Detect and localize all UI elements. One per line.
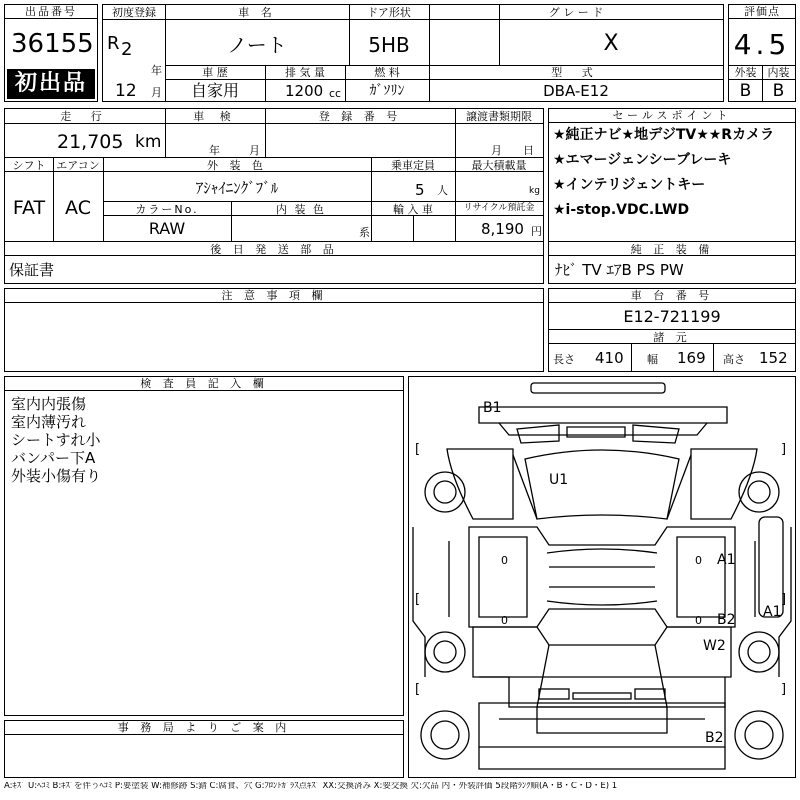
recycle-unit: 円: [531, 225, 542, 238]
displacement-label: 排 気 量: [285, 66, 325, 79]
inspector-note: 外装小傷有り: [11, 467, 102, 485]
bracket-mark: ]: [781, 682, 787, 697]
displacement-value: 1200: [285, 82, 324, 100]
score-box: [728, 4, 796, 102]
inspector-note: 室内薄汚れ: [11, 413, 87, 431]
bracket-mark: ]: [781, 592, 787, 607]
equipment-value: ﾅﾋﾞ TV ｴｱB PS PW: [555, 261, 684, 279]
equipment-label: 純 正 装 備: [630, 243, 714, 256]
height-value: 152: [759, 349, 788, 367]
ac-label: エアコン: [56, 159, 100, 172]
seats-unit: 人: [437, 184, 448, 197]
first-listing-badge: 初出品: [7, 69, 95, 99]
inspection-label: 車 検: [193, 110, 237, 123]
chassis-label: 車 台 番 号: [549, 289, 795, 303]
inspector-note: シートすれ小: [11, 431, 101, 449]
insp-month-unit: 月: [249, 144, 260, 157]
zero-mark: 0: [501, 554, 508, 567]
ext-score: B: [739, 81, 752, 101]
ext-label: 外装: [734, 66, 757, 79]
int-label: 内装: [767, 66, 790, 79]
name-label: 車 名: [238, 6, 276, 19]
sales-point: ★i-stop.VDC.LWD: [553, 202, 690, 218]
sales-points-box: [548, 108, 796, 284]
colorno-label: カラーNo.: [135, 203, 199, 216]
mileage-label: 走 行: [60, 110, 110, 123]
reg-label: 初度登録: [112, 6, 156, 19]
reg-year: 2: [121, 39, 133, 60]
model-value: DBA-E12: [543, 82, 609, 100]
damage-mark: A1: [717, 552, 736, 568]
reg-month: 12: [115, 81, 137, 101]
zero-mark: 0: [695, 554, 702, 567]
car-outline-diagram: [409, 377, 795, 777]
office-label: 事 務 局 よ り ご 案 内: [5, 721, 403, 735]
score-value: 4.5: [733, 28, 791, 61]
bracket-mark: [: [415, 442, 421, 457]
history-label: 車 歴: [202, 66, 228, 79]
car-name: ノート: [227, 33, 287, 57]
main-info-box: [102, 4, 724, 102]
transfer-month-unit: 月: [491, 144, 502, 157]
history-value: 自家用: [190, 81, 239, 100]
fuel-label: 燃 料: [374, 66, 400, 79]
inspector-note: 室内内張傷: [11, 395, 87, 413]
width-value: 169: [677, 349, 706, 367]
chassis-number: E12-721199: [623, 307, 721, 326]
mileage-value: 21,705: [57, 131, 124, 153]
sales-point: ★純正ナビ★地デジTV★★Rカメラ: [553, 127, 775, 143]
damage-mark: W2: [703, 638, 726, 654]
model-label: 型 式: [551, 66, 601, 79]
transfer-day-unit: 日: [523, 144, 534, 157]
shift-label: シフト: [12, 159, 46, 172]
chassis-box: [548, 288, 796, 372]
damage-mark: A1: [763, 604, 782, 620]
door-type: 5HB: [368, 33, 410, 57]
damage-mark: U1: [549, 472, 569, 488]
damage-mark: B2: [717, 612, 736, 628]
details-box: [4, 108, 544, 284]
recycle-value: 8,190: [481, 220, 524, 238]
reg-era: R: [107, 33, 120, 54]
recycle-label: リサイクル預託金: [463, 203, 535, 213]
transfer-label: 譲渡書類期限: [466, 110, 532, 123]
insp-year-unit: 年: [209, 144, 220, 157]
seats-label: 乗車定員: [391, 159, 435, 172]
lot-number: 36155: [11, 29, 94, 59]
bracket-mark: [: [415, 682, 421, 697]
later-parts-value: 保証書: [9, 261, 55, 279]
color-value: ｱｼｬｲﾆﾝｸﾞﾌﾞﾙ: [195, 179, 279, 197]
grade-label: グ レ ー ド: [548, 6, 604, 19]
interior-label: 内 装 色: [276, 203, 326, 216]
regno-label: 登 録 番 号: [318, 110, 402, 123]
length-label: 長さ: [553, 353, 575, 366]
damage-mark: B2: [705, 730, 724, 746]
door-label: ドア形状: [367, 6, 411, 19]
zero-mark: 0: [501, 614, 508, 627]
color-label: 外 装 色: [207, 159, 267, 172]
colorno-value: RAW: [148, 219, 186, 238]
notes-label: 注 意 事 項 欄: [5, 289, 543, 303]
lot-label: 出品番号: [5, 5, 97, 19]
inspector-note: バンパー下A: [11, 449, 96, 467]
displacement-unit: cc: [329, 87, 342, 100]
seats-value: 5: [415, 181, 425, 199]
load-unit: kg: [529, 186, 540, 196]
width-label: 幅: [647, 353, 658, 366]
notes-box: [4, 288, 544, 372]
reg-month-unit: 月: [151, 86, 162, 99]
load-label: 最大積載量: [471, 159, 527, 172]
score-label: 評価点: [729, 5, 795, 19]
damage-mark: B1: [483, 400, 502, 416]
dims-label: 諸 元: [653, 331, 691, 344]
int-score: B: [772, 81, 785, 101]
zero-mark: 0: [695, 614, 702, 627]
bracket-mark: [: [415, 592, 421, 607]
sales-points-label: セールスポイント: [549, 109, 795, 123]
damage-legend: A:ｷｽﾞ U:ﾍｺﾐ B:ｷｽﾞを伴うﾍｺﾐ P:要塗装 W:補修跡 S:錆 C:腐食、穴 G:ﾌﾛﾝﾄｶﾞﾗｽ点ｷｽﾞ XX:交換済み X:要交換 欠:欠品 内・外装評価 5段階ﾗﾝｸ順(A・B・C・D・E) 1: [4, 782, 618, 791]
length-value: 410: [595, 349, 624, 367]
reg-year-unit: 年: [151, 64, 162, 77]
shift-value: FAT: [12, 197, 46, 219]
bracket-mark: ]: [781, 442, 787, 457]
sales-point: ★エマージェンシーブレーキ: [553, 152, 732, 168]
office-box: [4, 720, 404, 778]
fuel-value: ｶﾞｿﾘﾝ: [369, 83, 405, 99]
height-label: 高さ: [723, 353, 745, 366]
inspector-box: [4, 376, 404, 716]
import-label: 輸 入 車: [393, 203, 433, 216]
inspector-label: 検 査 員 記 入 欄: [5, 377, 403, 391]
damage-diagram: [408, 376, 796, 778]
later-parts-label: 後 日 発 送 部 品: [210, 243, 338, 256]
mileage-unit: km: [135, 132, 162, 152]
ac-value: AC: [65, 197, 91, 219]
grade-value: X: [603, 31, 619, 56]
sales-point: ★インテリジェントキー: [553, 177, 706, 193]
lot-box: [4, 4, 98, 102]
interior-unit: 系: [359, 226, 370, 239]
